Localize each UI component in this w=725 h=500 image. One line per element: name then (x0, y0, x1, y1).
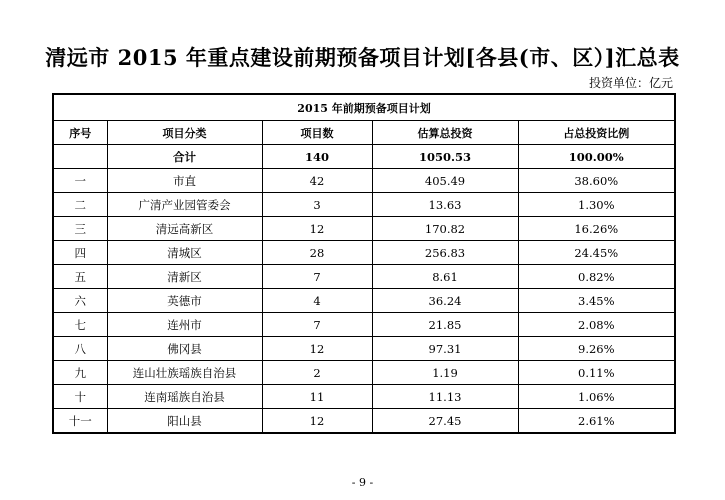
summary-table (52, 93, 676, 434)
row-project-count: 12 (262, 337, 372, 361)
row-investment: 1.19 (372, 361, 518, 385)
row-category: 佛冈县 (107, 337, 262, 361)
row-project-count: 3 (262, 193, 372, 217)
row-index: 九 (53, 361, 107, 385)
row-index: 六 (53, 289, 107, 313)
row-project-count: 2 (262, 361, 372, 385)
row-project-count: 12 (262, 217, 372, 241)
table-row (53, 289, 675, 313)
row-project-count: 11 (262, 385, 372, 409)
table-header-row (53, 121, 675, 145)
header-category: 项目分类 (107, 121, 262, 145)
row-project-count: 4 (262, 289, 372, 313)
row-index: 四 (53, 241, 107, 265)
table-row (53, 361, 675, 385)
row-category: 连州市 (107, 313, 262, 337)
row-category: 连山壮族瑶族自治县 (107, 361, 262, 385)
row-investment: 8.61 (372, 265, 518, 289)
row-percentage: 9.26% (518, 337, 675, 361)
row-category: 广清产业园管委会 (107, 193, 262, 217)
table-caption-row (53, 94, 675, 121)
row-investment: 21.85 (372, 313, 518, 337)
row-index: 十 (53, 385, 107, 409)
table-row (53, 409, 675, 434)
row-category: 市直 (107, 169, 262, 193)
row-index: 三 (53, 217, 107, 241)
row-percentage: 38.60% (518, 169, 675, 193)
unit-label: 投资单位：亿元 (588, 76, 673, 90)
row-investment: 11.13 (372, 385, 518, 409)
row-investment: 36.24 (372, 289, 518, 313)
row-index: 七 (53, 313, 107, 337)
row-category: 清远高新区 (107, 217, 262, 241)
row-index: 十一 (53, 409, 107, 434)
row-investment: 13.63 (372, 193, 518, 217)
header-percentage: 占总投资比例 (518, 121, 675, 145)
row-percentage: 0.82% (518, 265, 675, 289)
total-investment: 1050.53 (372, 145, 518, 169)
row-category: 清城区 (107, 241, 262, 265)
header-total-investment: 估算总投资 (372, 121, 518, 145)
row-project-count: 28 (262, 241, 372, 265)
table-row (53, 385, 675, 409)
page-number: - 9 - (351, 476, 374, 489)
table-caption: 2015 年前期预备项目计划 (53, 94, 675, 121)
row-investment: 27.45 (372, 409, 518, 434)
row-investment: 170.82 (372, 217, 518, 241)
table-row (53, 313, 675, 337)
row-project-count: 7 (262, 313, 372, 337)
row-percentage: 2.61% (518, 409, 675, 434)
row-category: 连南瑶族自治县 (107, 385, 262, 409)
row-percentage: 2.08% (518, 313, 675, 337)
row-category: 阳山县 (107, 409, 262, 434)
row-investment: 97.31 (372, 337, 518, 361)
row-percentage: 1.06% (518, 385, 675, 409)
header-project-count: 项目数 (262, 121, 372, 145)
total-percentage: 100.00% (518, 145, 675, 169)
row-index: 八 (53, 337, 107, 361)
table-row (53, 169, 675, 193)
row-index: 五 (53, 265, 107, 289)
total-label: 合计 (107, 145, 262, 169)
row-category: 清新区 (107, 265, 262, 289)
table-row (53, 241, 675, 265)
total-index (53, 145, 107, 169)
row-project-count: 42 (262, 169, 372, 193)
row-percentage: 24.45% (518, 241, 675, 265)
row-investment: 405.49 (372, 169, 518, 193)
table-row (53, 217, 675, 241)
row-percentage: 0.11% (518, 361, 675, 385)
row-index: 二 (53, 193, 107, 217)
table-row (53, 193, 675, 217)
row-percentage: 16.26% (518, 217, 675, 241)
row-project-count: 7 (262, 265, 372, 289)
row-percentage: 1.30% (518, 193, 675, 217)
table-row (53, 337, 675, 361)
row-category: 英德市 (107, 289, 262, 313)
total-project-count: 140 (262, 145, 372, 169)
header-index: 序号 (53, 121, 107, 145)
row-percentage: 3.45% (518, 289, 675, 313)
row-project-count: 12 (262, 409, 372, 434)
table-row (53, 265, 675, 289)
document-title: 清远市 2015 年重点建设前期预备项目计划[各县(市、区）]汇总表 (45, 45, 680, 70)
row-investment: 256.83 (372, 241, 518, 265)
total-row (53, 145, 675, 169)
row-index: 一 (53, 169, 107, 193)
